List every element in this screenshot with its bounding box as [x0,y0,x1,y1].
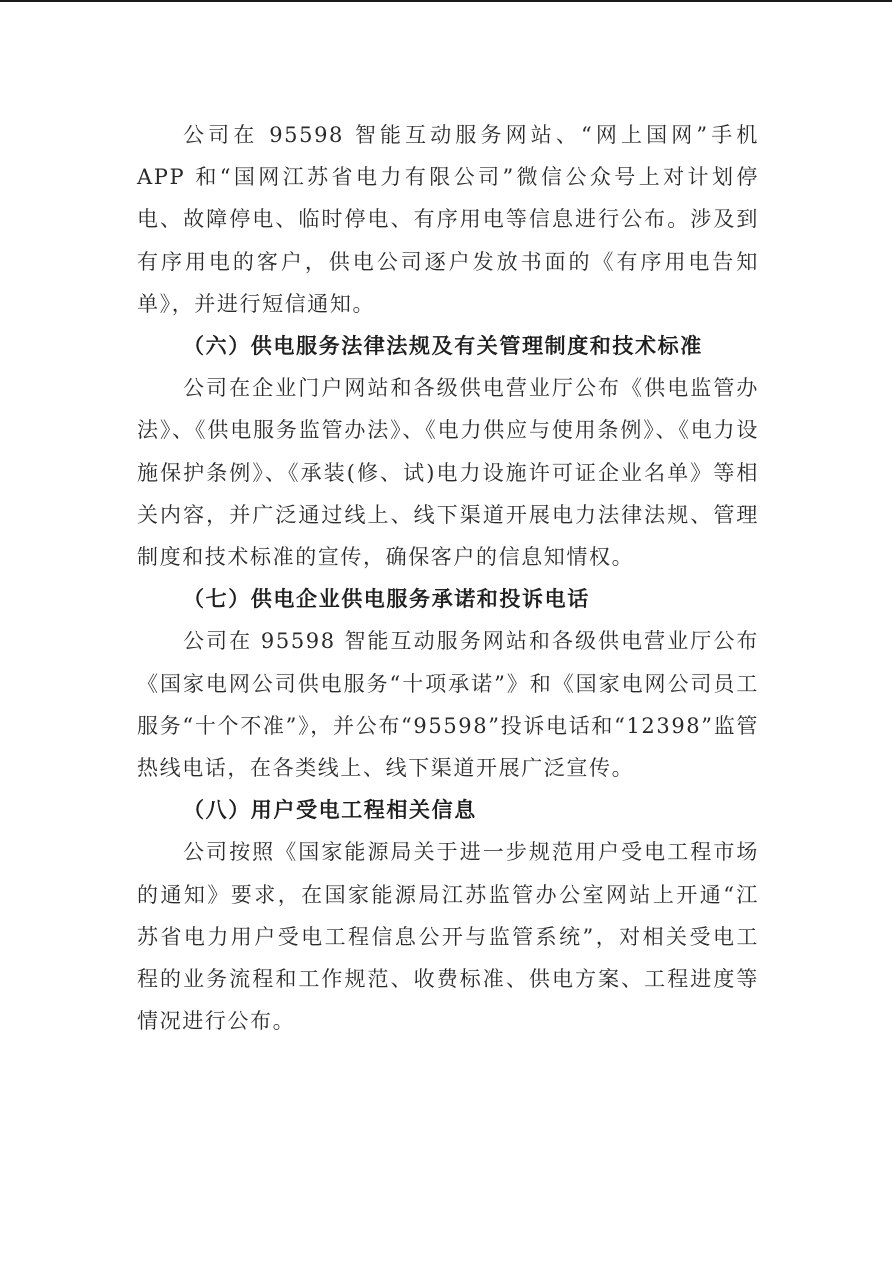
section-heading-6: （六）供电服务法律法规及有关管理制度和技术标准 [183,334,703,359]
paragraph-regulations: 公司在企业门户网站和各级供电营业厅公布《供电监管办法》、《供电服务监管办法》、《电力供应与使用条例》、《电力设施保护条例》、《承装(修、试)电力设施许可证企业名单》等相关内容，并广泛通过线上、线下渠道开展电力法律法规、管理制度和技术标准的宣传，确保客户的信息知情权。 [137,376,759,570]
section-heading-7: （七）供电企业供电服务承诺和投诉电话 [183,587,590,612]
section-heading-8: （八）用户受电工程相关信息 [183,798,477,823]
paragraph-service-commitments: 公司在 95598 智能互动服务网站和各级供电营业厅公布《国家电网公司供电服务“十项承诺”》和《国家电网公司员工服务“十个不准”》，并公布“95598”投诉电话和“12398”监管热线电话，在各类线上、线下渠道开展广泛宣传。 [137,629,759,781]
paragraph-outage-info: 公司在 95598 智能互动服务网站、“网上国网”手机 APP 和“国网江苏省电力有限公司”微信公众号上对计划停电、故障停电、临时停电、有序用电等信息进行公布。涉及到有序用电的客户，供电公司逐户发放书面的《有序用电告知单》，并进行短信通知。 [137,123,759,316]
paragraph-customer-projects: 公司按照《国家能源局关于进一步规范用户受电工程市场的通知》要求，在国家能源局江苏监管办公室网站上开通“江苏省电力用户受电工程信息公开与监管系统”，对相关受电工程的业务流程和工作规范、收费标准、供电方案、工程进度等情况进行公布。 [137,840,759,1034]
document-body [137,114,759,1042]
